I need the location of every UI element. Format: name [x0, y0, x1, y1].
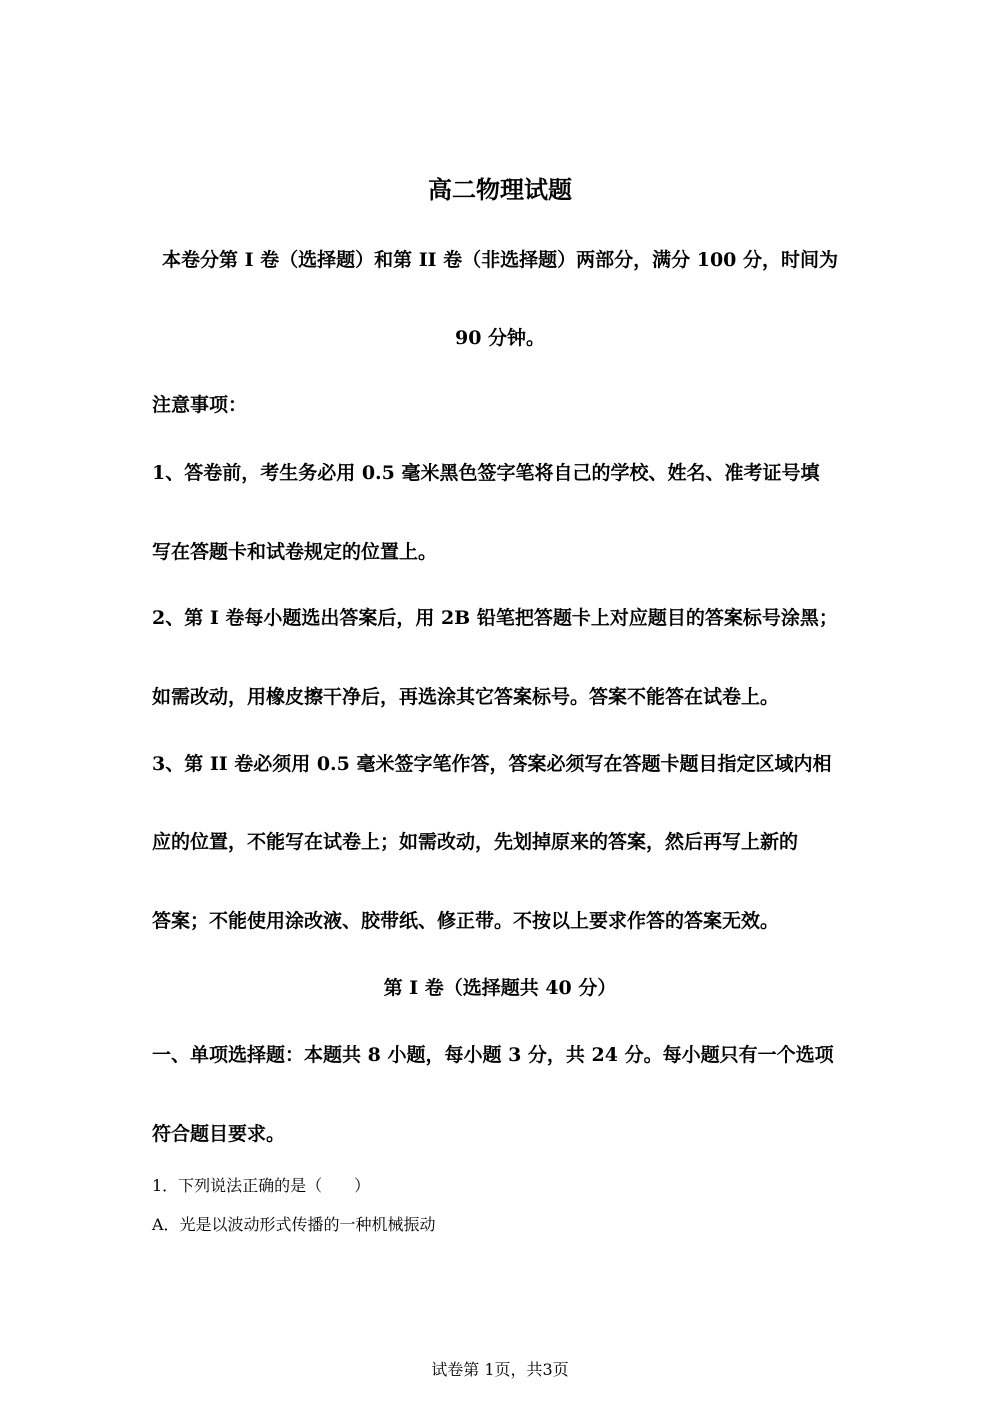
notice-item-3-line-3: 答案；不能使用涂改液、胶带纸、修正带。不按以上要求作答的答案无效。	[152, 910, 780, 932]
notice-item-1-line-1: 1、答卷前，考生务必用 0.5 毫米黑色签字笔将自己的学校、姓名、准考证号填	[152, 462, 820, 484]
page-footer: 试卷第 1页，共3页	[431, 1360, 569, 1379]
intro-line-1: 本卷分第 I 卷（选择题）和第 II 卷（非选择题）两部分，满分 100 分，时间为	[161, 249, 838, 271]
page-title: 高二物理试题	[428, 175, 572, 204]
section-heading: 第 I 卷（选择题共 40 分）	[383, 977, 617, 999]
notice-item-3-line-2: 应的位置，不能写在试卷上；如需改动，先划掉原来的答案，然后再写上新的	[152, 831, 799, 853]
question-1-stem: 1．下列说法正确的是（ ）	[152, 1176, 371, 1195]
part-heading-line-1: 一、单项选择题：本题共 8 小题，每小题 3 分，共 24 分。每小题只有一个选项	[152, 1044, 834, 1066]
notice-heading: 注意事项：	[152, 394, 248, 416]
question-1-option-a: A．光是以波动形式传播的一种机械振动	[152, 1215, 436, 1234]
intro-line-2: 90 分钟。	[454, 327, 546, 349]
notice-item-2-line-1: 2、第 I 卷每小题选出答案后，用 2B 铅笔把答题卡上对应题目的答案标号涂黑；	[152, 607, 838, 629]
notice-item-1-line-2: 写在答题卡和试卷规定的位置上。	[152, 541, 438, 563]
notice-item-2-line-2: 如需改动，用橡皮擦干净后，再选涂其它答案标号。答案不能答在试卷上。	[152, 686, 780, 708]
notice-item-3-line-1: 3、第 II 卷必须用 0.5 毫米签字笔作答，答案必须写在答题卡题目指定区域内相	[152, 753, 832, 775]
part-heading-line-2: 符合题目要求。	[152, 1123, 286, 1145]
